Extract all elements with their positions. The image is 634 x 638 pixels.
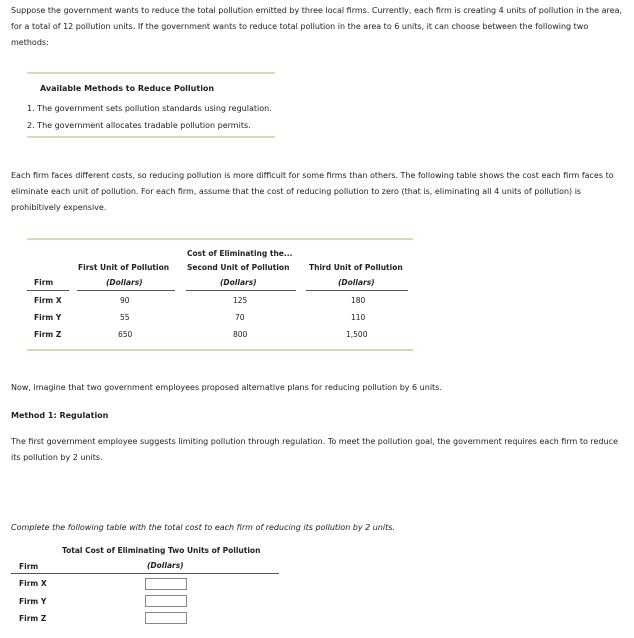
answer-table-header: Total Cost of Eliminating Two Units of Pollution [62, 546, 261, 555]
header-underline-second [186, 290, 296, 291]
cost-row-firm: Firm Y [34, 313, 62, 322]
total-cost-input[interactable] [145, 595, 187, 607]
answer-firm-header: Firm [19, 562, 39, 571]
method-item-2: 2. The government allocates tradable pollution permits. [27, 121, 251, 130]
regulation-paragraph: The first government employee suggests limiting pollution through regulation. To meet the pollution goal, the government requires each firm to reduce its pollution by 2 units. [11, 437, 618, 462]
cost-table-bottom-rule [27, 349, 413, 351]
total-cost-input[interactable] [145, 578, 187, 590]
header-underline-third [306, 290, 408, 291]
methods-top-rule [27, 72, 275, 74]
total-cost-input[interactable] [145, 612, 187, 624]
col-header-third: Third Unit of Pollution [309, 263, 403, 272]
col-unit-first: (Dollars) [106, 278, 143, 287]
answer-header-underline [11, 573, 279, 574]
cost-cell: 55 [120, 313, 130, 322]
col-unit-second: (Dollars) [220, 278, 257, 287]
cost-row-firm: Firm Z [34, 330, 62, 339]
method1-heading: Method 1: Regulation [11, 411, 109, 420]
answer-row-firm: Firm X [19, 579, 47, 588]
answer-row-firm: Firm Z [19, 614, 47, 623]
col-header-first: First Unit of Pollution [78, 263, 170, 272]
header-underline-first [77, 290, 175, 291]
cost-cell: 90 [120, 296, 130, 305]
methods-bottom-rule [27, 136, 275, 138]
methods-title: Available Methods to Reduce Pollution [40, 84, 215, 93]
cost-cell: 70 [235, 313, 245, 322]
cost-table-top-rule [27, 238, 413, 240]
cost-table-super-header: Cost of Eliminating the... [187, 249, 293, 258]
cost-cell: 110 [351, 313, 366, 322]
cost-cell: 1,500 [346, 330, 368, 339]
cost-cell: 125 [233, 296, 248, 305]
costs-paragraph: Each firm faces different costs, so reducing pollution is more difficult for some firms than others. The following table shows the cost each firm faces to eliminate each unit of pollution. For each firm, assume that the cost of reducing pollution to zero (that is, eliminating all 4 units of pollution) is prohibitively expensive. [11, 171, 614, 212]
intro-paragraph: Suppose the government wants to reduce the total pollution emitted by three local firms. Currently, each firm is creating 4 units of pollution in the area, for a total of 12 pollution units. If the government wants to reduce total pollution in the area to 6 units, it can choose between the following two methods: [11, 6, 623, 47]
proposals-paragraph: Now, imagine that two government employees proposed alternative plans for reducing pollution by 6 units. [11, 383, 442, 392]
cost-cell: 180 [351, 296, 366, 305]
cost-row-firm: Firm X [34, 296, 62, 305]
header-underline-firm [27, 290, 69, 291]
cost-cell: 800 [233, 330, 248, 339]
methods-list [27, 100, 272, 134]
col-header-second: Second Unit of Pollution [187, 263, 290, 272]
answer-table-unit: (Dollars) [147, 561, 184, 570]
answer-row-firm: Firm Y [19, 597, 47, 606]
col-unit-third: (Dollars) [338, 278, 375, 287]
method-item-1: 1. The government sets pollution standards using regulation. [27, 104, 272, 113]
instruction-text: Complete the following table with the total cost to each firm of reducing its pollution by 2 units. [11, 523, 395, 532]
firm-col-header: Firm [34, 278, 54, 287]
cost-cell: 650 [118, 330, 133, 339]
